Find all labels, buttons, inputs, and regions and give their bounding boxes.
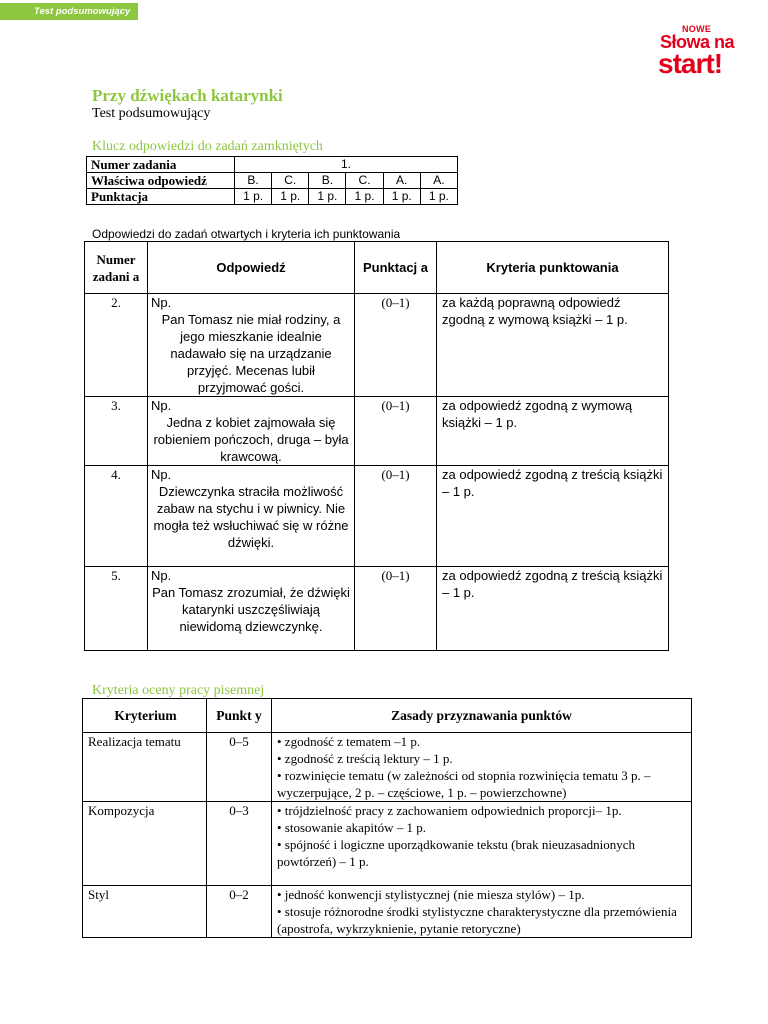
rule-item: • trójdzielność pracy z zachowaniem odpowiednich proporcji– 1p.	[277, 803, 622, 818]
points-cell: (0–1)	[355, 397, 437, 466]
answer-prefix: Np.	[151, 568, 172, 583]
table-row	[85, 294, 669, 397]
answer-cell: B.	[235, 173, 272, 189]
rule-item: • stosuje różnorodne środki stylistyczne charakterystyczne dla przemówienia (apostrofa, wykrzyknienie, pytanie retoryczne)	[277, 904, 677, 936]
criterion-points: 0–3	[207, 802, 272, 886]
answer-cell: A.	[420, 173, 457, 189]
column-header: Odpowiedź	[148, 242, 355, 294]
answer-prefix: Np.	[151, 398, 172, 413]
table-row	[85, 397, 669, 466]
rule-item: • rozwinięcie tematu (w zależności od stopnia rozwinięcia tematu 3 p. – wyczerpujące, 2 p. – częściowe, 1 p. – powierzchowne)	[277, 768, 651, 800]
table-row	[87, 189, 458, 205]
section-heading-open: Odpowiedzi do zadań otwartych i kryteria ich punktowania	[92, 227, 401, 241]
rule-item: • stosowanie akapitów – 1 p.	[277, 820, 426, 835]
publisher-logo	[660, 24, 742, 77]
criterion-rules	[272, 733, 692, 802]
answer-prefix: Np.	[151, 467, 172, 482]
column-header: Numer zadani a	[85, 242, 148, 294]
points-cell: (0–1)	[355, 294, 437, 397]
answer-cell	[148, 397, 355, 466]
document-title: Przy dźwiękach katarynki	[92, 86, 283, 105]
closed-answers-table	[86, 156, 458, 205]
answer-cell	[148, 466, 355, 567]
table-row	[85, 567, 669, 651]
criterion-points: 0–5	[207, 733, 272, 802]
rule-item: • zgodność z treścią lektury – 1 p.	[277, 751, 453, 766]
answer-prefix: Np.	[151, 295, 172, 310]
points-cell: 1 p.	[309, 189, 346, 205]
criterion-name: Styl	[83, 886, 207, 938]
table-row	[87, 173, 458, 189]
answer-cell: C.	[272, 173, 309, 189]
criteria-cell: za odpowiedź zgodną z treścią książki – 1 p.	[437, 466, 669, 567]
table-row	[83, 733, 692, 802]
section-heading-closed: Klucz odpowiedzi do zadań zamkniętych	[92, 139, 323, 154]
document-subtitle: Test podsumowujący	[92, 106, 211, 121]
points-cell: 1 p.	[272, 189, 309, 205]
answer-cell: A.	[383, 173, 420, 189]
criterion-name: Kompozycja	[83, 802, 207, 886]
task-number: 3.	[85, 397, 148, 466]
criteria-cell: za każdą poprawną odpowiedź zgodną z wymową książki – 1 p.	[437, 294, 669, 397]
table-row	[83, 886, 692, 938]
logo-line-3: start!	[658, 48, 723, 79]
table-row	[85, 466, 669, 567]
answer-text: Dziewczynka straciła możliwość zabaw na stychu i w piwnicy. Nie mogła też wsłuchiwać się w różne dźwięki.	[153, 484, 349, 550]
writing-criteria-table	[82, 698, 692, 938]
task-number: 4.	[85, 466, 148, 567]
rule-item: • jedność konwencji stylistycznej (nie miesza stylów) – 1p.	[277, 887, 585, 902]
row-label: Właściwa odpowiedź	[87, 173, 235, 189]
column-header: Kryterium	[83, 699, 207, 733]
answer-cell	[148, 294, 355, 397]
answer-cell: C.	[346, 173, 383, 189]
table-row	[87, 157, 458, 173]
open-answers-table	[84, 241, 669, 651]
logo-line-2: Słowa na	[660, 32, 735, 52]
answer-text: Pan Tomasz nie miał rodziny, a jego mieszkanie idealnie nadawało się na urządzanie przyjęć. Mecenas lubił przyjmować gości.	[161, 312, 341, 395]
points-cell: 1 p.	[420, 189, 457, 205]
points-cell: (0–1)	[355, 567, 437, 651]
criterion-name: Realizacja tematu	[83, 733, 207, 802]
header-tag: Test podsumowujący	[0, 3, 138, 20]
answer-text: Pan Tomasz zrozumiał, że dźwięki katarynki uszczęśliwiają niewidomą dziewczynkę.	[152, 585, 350, 634]
criterion-points: 0–2	[207, 886, 272, 938]
row-label: Punktacja	[87, 189, 235, 205]
column-header: Kryteria punktowania	[437, 242, 669, 294]
points-cell: 1 p.	[235, 189, 272, 205]
points-cell: (0–1)	[355, 466, 437, 567]
criteria-cell: za odpowiedź zgodną z wymową książki – 1 p.	[437, 397, 669, 466]
answer-cell: B.	[309, 173, 346, 189]
rule-item: • spójność i logiczne uporządkowanie tekstu (brak nieuzasadnionych powtórzeń) – 1 p.	[277, 837, 635, 869]
column-header: Punkt y	[207, 699, 272, 733]
task-number: 5.	[85, 567, 148, 651]
task-number: 2.	[85, 294, 148, 397]
criteria-cell: za odpowiedź zgodną z treścią książki – 1 p.	[437, 567, 669, 651]
table-header-row	[83, 699, 692, 733]
points-cell: 1 p.	[346, 189, 383, 205]
table-row	[83, 802, 692, 886]
criterion-rules	[272, 886, 692, 938]
section-heading-writing: Kryteria oceny pracy pisemnej	[92, 683, 265, 698]
logo-line-1: NOWE	[682, 24, 712, 34]
answer-text: Jedna z kobiet zajmowała się robieniem pończoch, druga – była krawcową.	[153, 415, 349, 464]
column-header: Zasady przyznawania punktów	[272, 699, 692, 733]
table-header-row	[85, 242, 669, 294]
column-header: Punktacj a	[355, 242, 437, 294]
row-label: Numer zadania	[87, 157, 235, 173]
task-number-cell: 1.	[235, 157, 458, 173]
rule-item: • zgodność z tematem –1 p.	[277, 734, 421, 749]
criterion-rules	[272, 802, 692, 886]
points-cell: 1 p.	[383, 189, 420, 205]
answer-cell	[148, 567, 355, 651]
